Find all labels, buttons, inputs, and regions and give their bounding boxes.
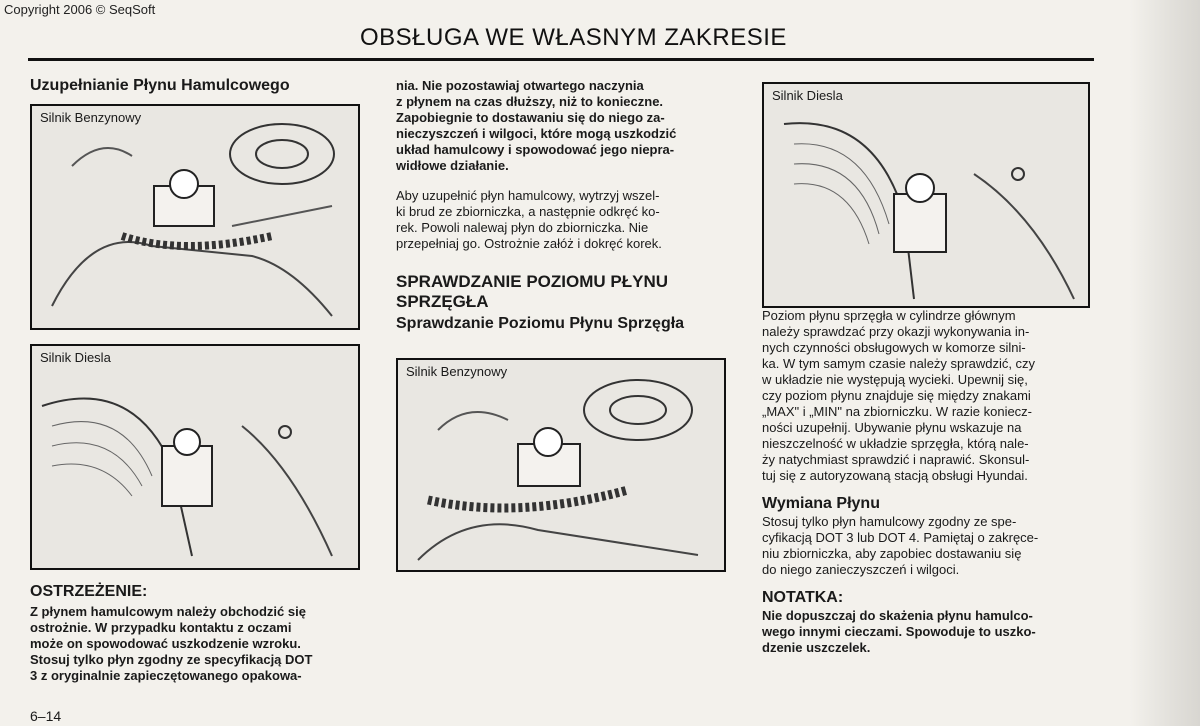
header-divider — [28, 58, 1094, 61]
figure-diesel-engine-clutch — [762, 82, 1090, 308]
fluid-replacement-line: do niego zanieczyszczeń i wilgoci. — [762, 562, 960, 577]
section-heading-clutch-line1: SPRAWDZANIE POZIOMU PŁYNU — [396, 272, 669, 291]
engine-illustration — [398, 360, 724, 570]
clutch-info-line: Poziom płynu sprzęgła w cylindrze głównym — [762, 308, 1016, 323]
warning-continued-line: z płynem na czas dłuższy, niż to konieczne. — [396, 94, 664, 109]
warning-block — [30, 584, 358, 684]
instruction-line: ki brud ze zbiorniczka, a następnie odkręć ko- — [396, 204, 660, 219]
figure-caption: Silnik Diesla — [772, 88, 843, 103]
note-heading: NOTATKA: — [762, 589, 844, 606]
warning-line: Stosuj tylko płyn zgodny ze specyfikacją DOT — [30, 652, 313, 667]
column-1 — [30, 78, 360, 94]
section-heading-clutch-line2: SPRZĘGŁA — [396, 292, 489, 311]
copyright-notice: Copyright 2006 © SeqSoft — [4, 2, 156, 17]
note-line: Nie dopuszczaj do skażenia płynu hamulco- — [762, 608, 1033, 623]
engine-illustration — [32, 106, 358, 328]
warning-continued-line: nieczyszczeń i wilgoci, które mogą uszkodzić — [396, 126, 677, 141]
clutch-info-line: ka. W tym samym czasie należy sprawdzić, czy — [762, 356, 1036, 371]
figure-diesel-engine-brake — [30, 344, 360, 570]
instruction-line: przepełniaj go. Ostrożnie załóż i dokręć korek. — [396, 236, 662, 251]
engine-illustration — [32, 346, 358, 568]
page-edge-shadow — [1130, 0, 1200, 726]
fluid-replacement-line: Stosuj tylko płyn hamulcowy zgodny ze spe- — [762, 514, 1017, 529]
instruction-line: Aby uzupełnić płyn hamulcowy, wytrzyj wszel- — [396, 188, 660, 203]
clutch-info-line: w układzie nie występują wycieki. Upewnij się, — [762, 372, 1028, 387]
clutch-info-line: tuj się z autoryzowaną stacją obsługi Hyundai. — [762, 468, 1028, 483]
fluid-replacement-heading: Wymiana Płynu — [762, 495, 880, 512]
warning-line: 3 z oryginalnie zapieczętowanego opakowa- — [30, 668, 302, 683]
figure-caption: Silnik Diesla — [40, 350, 111, 365]
figure-gasoline-engine-brake — [30, 104, 360, 330]
page-number: 6–14 — [30, 708, 62, 724]
warning-line: Z płynem hamulcowym należy obchodzić się — [30, 604, 306, 619]
clutch-info-line: nych czynności obsługowych w komorze silni- — [762, 340, 1026, 355]
warning-heading: OSTRZEŻENIE: — [30, 583, 148, 600]
subheading-clutch-check: Sprawdzanie Poziomu Płynu Sprzęgła — [396, 315, 685, 332]
warning-continued-line: nia. Nie pozostawiaj otwartego naczynia — [396, 78, 644, 93]
section-heading-brake-fluid: Uzupełnianie Płynu Hamulcowego — [30, 77, 290, 94]
fluid-replacement-line: niu zbiorniczka, aby zapobiec dostawaniu się — [762, 546, 1022, 561]
warning-continued-line: Zapobiegnie to dostawaniu się do niego za- — [396, 110, 665, 125]
figure-caption: Silnik Benzynowy — [40, 110, 142, 125]
note-line: dzenie uszczelek. — [762, 640, 871, 655]
page-title: OBSŁUGA WE WŁASNYM ZAKRESIE — [360, 24, 787, 51]
clutch-info-line: nieszczelność w układzie sprzęgła, którą nale- — [762, 436, 1029, 451]
column-2 — [396, 78, 722, 332]
warning-line: ostrożnie. W przypadku kontaktu z oczami — [30, 620, 292, 635]
warning-continued-line: układ hamulcowy i spowodować jego niepra- — [396, 142, 675, 157]
instruction-line: rek. Powoli nalewaj płyn do zbiorniczka. Nie — [396, 220, 649, 235]
column-3 — [762, 308, 1088, 656]
clutch-info-line: ności uzupełnij. Ubywanie płynu wskazuje na — [762, 420, 1022, 435]
figure-caption: Silnik Benzynowy — [406, 364, 508, 379]
warning-continued-line: widłowe działanie. — [396, 158, 509, 173]
clutch-info-line: „MAX" i „MIN" na zbiorniczku. W razie koniecz- — [762, 404, 1033, 419]
fluid-replacement-line: cyfikacją DOT 3 lub DOT 4. Pamiętaj o zakręce- — [762, 530, 1039, 545]
clutch-info-line: czy poziom płynu znajduje się między znakami — [762, 388, 1031, 403]
clutch-info-line: ży natychmiast sprawdzić i naprawić. Skonsul- — [762, 452, 1030, 467]
figure-gasoline-engine-clutch — [396, 358, 726, 572]
engine-illustration — [764, 84, 1088, 306]
note-line: wego innymi cieczami. Spowoduje to uszko- — [762, 624, 1036, 639]
warning-line: może on spowodować uszkodzenie wzroku. — [30, 636, 301, 651]
clutch-info-line: należy sprawdzać przy okazji wykonywania in- — [762, 324, 1030, 339]
